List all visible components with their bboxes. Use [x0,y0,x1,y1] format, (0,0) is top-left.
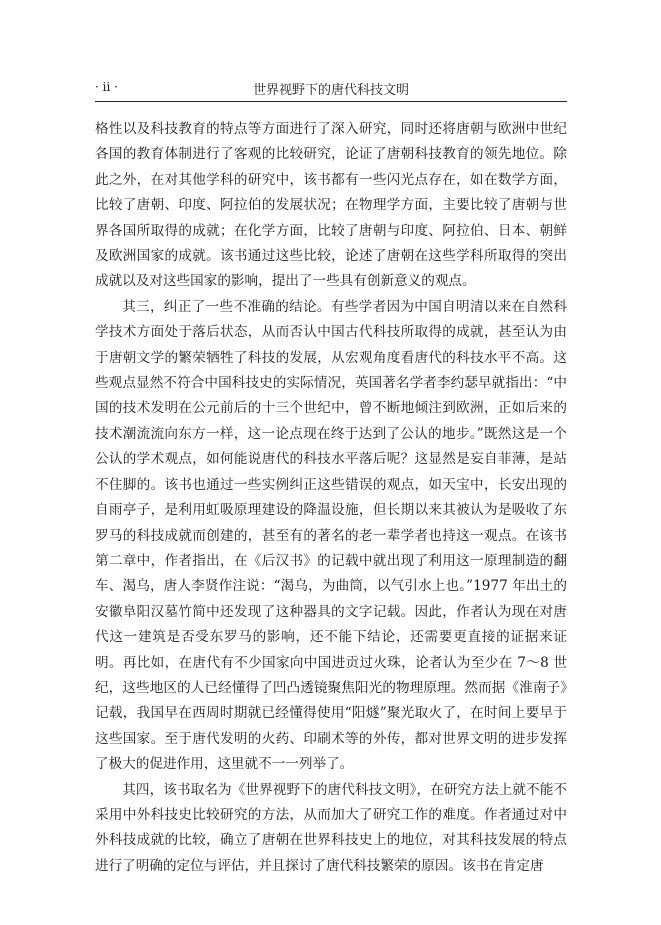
paragraph-fourth-point: 其四，该书取名为《世界视野下的唐代科技文明》，在研究方法上就不能不采用中外科技史比较研究的方法，从而加大了研究工作的难度。作者通过对中外科技成就的比较，确立了唐朝在世界科技史上的地位，对其科技发展的特点进行了明确的定位与评估，并且探讨了唐代科技繁荣的原因。该书在肯定唐 [95,781,567,874]
page-number: · ii · [95,80,118,94]
page-header [95,78,567,98]
running-title: 世界视野下的唐代科技文明 [252,83,409,98]
paragraph-continued: 格性以及科技教育的特点等方面进行了深入研究，同时还将唐朝与欧洲中世纪各国的教育体制进行了客观的比较研究，论证了唐朝科技教育的领先地位。除此之外，在对其他学科的研究中，该书都有一些闪光点存在，如在数学方面，比较了唐朝、印度、阿拉伯的发展状况；在物理学方面，主要比较了唐朝与世界各国所取得的成就；在化学方面，比较了唐朝与印度、阿拉伯、日本、朝鲜及欧洲国家的成就。该书通过这些比较，论述了唐朝在这些学科所取得的突出成就以及对这些国家的影响，提出了一些具有创新意义的观点。 [95,121,567,290]
body-text [95,117,567,879]
header-rule [95,101,567,102]
paragraph-third-point: 其三，纠正了一些不准确的结论。有些学者因为中国自明清以来在自然科学技术方面处于落后状态，从而否认中国古代科技所取得的成就，甚至认为由于唐朝文学的繁荣牺牲了科技的发展，从宏观角度看唐代的科技水平不高。这些观点显然不符合中国科技史的实际情况，英国著名学者李约瑟早就指出：“中国的技术发明在公元前后的十三个世纪中，曾不断地倾注到欧洲，正如后来的技术潮流流向东方一样，这一论点现在终于达到了公认的地步。”既然这是一个公认的学术观点，如何能说唐代的科技水平落后呢？这显然是妄自菲薄，是站不住脚的。该书也通过一些实例纠正这些错误的观点，如天宝中，长安出现的自雨亭子，是利用虹吸原理建设的降温设施，但长期以来其被认为是吸收了东罗马的科技成就而创建的，甚至有的著名的老一辈学者也持这一观点。在该书第二章中，作者指出，在《后汉书》的记载中就出现了利用这一原理制造的翻车、渴乌，唐人李贤作注说：“渴乌，为曲筒，以气引水上也。”1977 年出土的安徽阜阳汉墓竹简中还发现了这种器具的文字记载。因此，作者认为现在对唐代这一建筑是否受东罗马的影响，还不能下结论，还需要更直接的证据来证明。再比如，在唐代有不少国家向中国进贡过火珠，论者认为至少在 7～8 世纪，这些地区的人已经懂得了凹凸透镜聚焦阳光的物理原理。然而据《淮南子》记载，我国早在西周时期就已经懂得使用“阳燧”聚光取火了，在时间上要早于这些国家。至于唐代发明的火药、印刷术等的外传，都对世界文明的进步发挥了极大的促进作用，这里就不一一列举了。 [95,298,567,773]
